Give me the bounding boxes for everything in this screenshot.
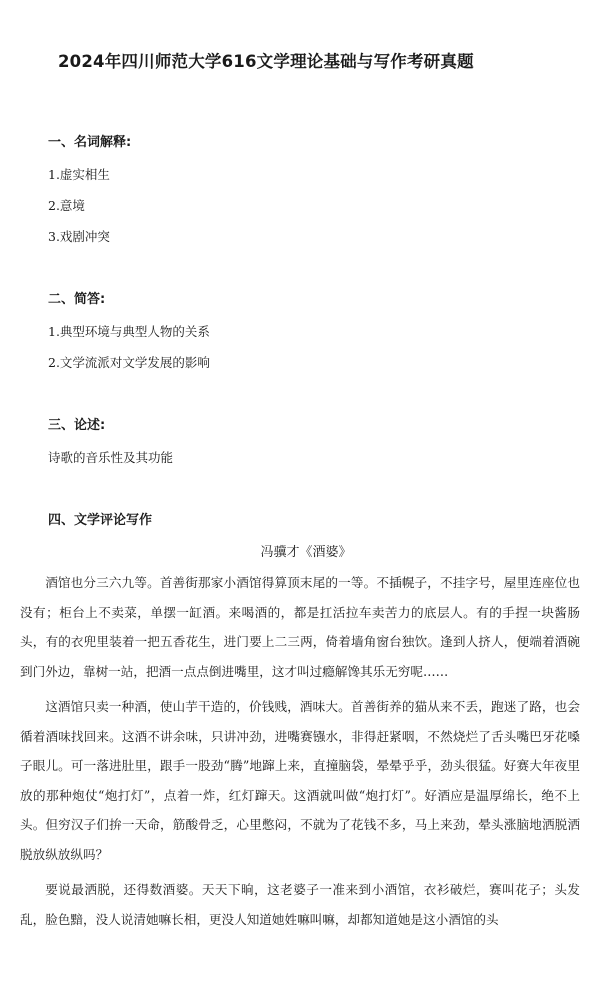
term-item: 3.戏剧冲突: [48, 229, 110, 244]
essay-paragraph: 这酒馆只卖一种酒，使山芋干造的，价钱贱，酒味大。首善街养的猫从来不丢，跑迷了路，也会循着酒味找回来。这酒不讲余味，只讲冲劲，进嘴赛镪水，非得赶紧咽，不然烧烂了舌头嘴巴牙花嗓子眼儿。可一落进肚里，跟手一股劲“腾”地蹿上来，直撞脑袋，晕晕乎乎，劲头很猛。好赛大年夜里放的那种炮仗“炮打灯”，点着一炸，红灯蹿天。这酒就叫做“炮打灯”。好酒应是温厚绵长，绝不上头。但穷汉子们拚一天命，筋酸骨乏，心里憋闷，不就为了花钱不多，马上来劲，晕头涨脑地洒脱洒脱放纵放纵吗？: [20, 699, 580, 862]
section-heading: 二、简答:: [48, 292, 106, 307]
essay-paragraph: 要说最洒脱，还得数酒婆。天天下晌，这老婆子一准来到小酒馆，衣衫破烂，赛叫花子；头发乱，脸色黯，没人说清她嘛长相，更没人知道她姓嘛叫嘛，却都知道她是这小酒馆的头: [20, 882, 580, 927]
essay-title: 冯骥才《酒婆》: [260, 545, 352, 560]
term-item: 1.虚实相生: [48, 167, 110, 182]
document-title: 2024年四川师范大学616文学理论基础与写作考研真题: [58, 52, 474, 71]
section-heading: 四、文学评论写作: [48, 513, 153, 528]
section-heading: 三、论述:: [48, 418, 106, 433]
section-criticism: [48, 512, 580, 530]
question-item: 诗歌的音乐性及其功能: [48, 450, 174, 465]
essay-paragraph: 酒馆也分三六九等。首善街那家小酒馆得算顶末尾的一等。不插幌子，不挂字号，屋里连座位也没有；柜台上不卖菜，单摆一缸酒。来喝酒的，都是扛活拉车卖苦力的底层人。有的手捏一块酱肠头，有的衣兜里装着一把五香花生，进门要上二三两，倚着墙角窗台独饮。逢到人挤人，便端着酒碗到门外边，靠树一站，把酒一点点倒进嘴里，这才叫过瘾解馋其乐无穷呢……: [20, 575, 580, 679]
essay-body: [20, 568, 580, 934]
section-terms: [48, 134, 580, 246]
section-essay-question: [48, 417, 580, 467]
section-short-answer: [48, 291, 580, 372]
question-item: 1.典型环境与典型人物的关系: [48, 324, 210, 339]
term-item: 2.意境: [48, 198, 85, 213]
question-item: 2.文学流派对文学发展的影响: [48, 355, 210, 370]
section-heading: 一、名词解释:: [48, 135, 132, 150]
